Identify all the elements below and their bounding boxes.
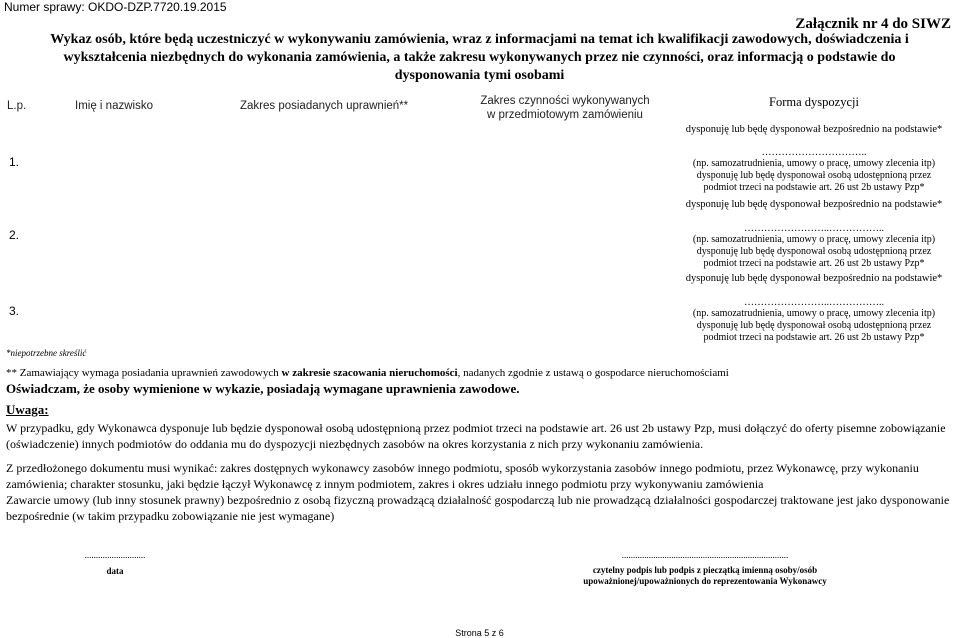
forma-column <box>678 95 950 110</box>
row2-np: (np. samozatrudnienia, umowy o pracę, umowy zlecenia itp) <box>692 234 936 245</box>
row2-direct: dysponuję lub będę dysponował bezpośrednio na podstawie* <box>685 199 943 210</box>
signature-sign-label-1: czytelny podpis lub podpis z pieczątką imienną osoby/osób <box>592 565 818 575</box>
col-scope-line-1: Zakres czynności wykonywanych <box>480 95 650 107</box>
col-forma: Forma dyspozycji <box>769 95 859 109</box>
signature-sign-dots: .......................................................................... <box>621 550 789 560</box>
col-lp: L.p. <box>7 100 27 112</box>
col-scope <box>470 94 660 122</box>
row1-forma <box>678 147 950 194</box>
row3-direct: dysponuję lub będę dysponował bezpośrednio na podstawie* <box>685 273 943 284</box>
footnote-rights-b: w zakresie szacowania nieruchomości <box>281 367 458 379</box>
row1-third-1: dysponuję lub będę dysponował osobą udostępnioną przez <box>696 170 932 181</box>
row3-dots: ……………………..…………….. <box>744 297 884 308</box>
col-scope-line-2: w przedmiotowym zamówieniu <box>487 109 643 121</box>
uwaga-heading: Uwaga: <box>6 402 49 417</box>
row1-direct: dysponuję lub będę dysponował bezpośrednio na podstawie* <box>685 124 943 135</box>
row3-forma <box>678 297 950 344</box>
title-line-2: wykształcenia niezbędnych do wykonania zamówienia, a także zakresu wykonywanych przez nie czynności, oraz informacją o podstawie do <box>63 50 896 65</box>
col-rights: Zakres posiadanych uprawnień** <box>240 100 409 112</box>
footnote-rights <box>6 367 729 379</box>
title-line-3: dysponowania tymi osobami <box>394 68 565 83</box>
row2-forma <box>678 223 950 270</box>
signature-date-label: data <box>106 566 124 576</box>
signature-date <box>60 550 170 577</box>
row3-third-2: podmiot trzeci na podstawie art. 26 ust 2b ustawy Pzp* <box>703 332 925 343</box>
footnote-strike: *niepotrzebne skreślić <box>6 348 87 358</box>
annex-label: Załącznik nr 4 do SIWZ <box>795 16 951 32</box>
signature-sign-label-2: upoważnionej/upoważnionych do reprezentowania Wykonawcy <box>583 576 827 586</box>
row1-number: 1. <box>9 155 20 169</box>
document-title <box>0 31 959 85</box>
footnote-rights-c: , nadanych zgodnie z ustawą o gospodarce nieruchomościami <box>457 367 729 379</box>
declaration: Oświadczam, że osoby wymienione w wykazie, posiadają wymagane uprawnienia zawodowe. <box>6 381 520 396</box>
row1-third-2: podmiot trzeci na podstawie art. 26 ust 2b ustawy Pzp* <box>703 182 925 193</box>
row3-np: (np. samozatrudnienia, umowy o pracę, umowy zlecenia itp) <box>692 308 936 319</box>
paragraph-1: W przypadku, gdy Wykonawca dysponuje lub będzie dysponował osobą udostępnioną przez podmiot trzeci na podstawie art. 26 ust 2b ustawy Pzp, musi dołączyć do oferty pisemne zobowiązanie (oświadczenie) innych podmiotów do oddania mu do dyspozycji niezbędnych zasobów na okres korzystania z nich przy wykonaniu zamówienia. <box>6 421 946 451</box>
case-number: Numer sprawy: OKDO-DZP.7720.19.2015 <box>4 0 227 14</box>
col-name: Imię i nazwisko <box>75 100 153 112</box>
row1-dots: ………………………….. <box>761 147 867 158</box>
paragraph-3: Zawarcie umowy (lub inny stosunek prawny) bezpośrednio z osobą fizyczną prowadzącą działalność gospodarczą lub nie prowadzącą działalności gospodarczej traktowane jest jako dysponowanie bezpośrednie (w takim przypadku zobowiązanie nie jest wymagane) <box>6 493 950 523</box>
row2-third-1: dysponuję lub będę dysponował osobą udostępnioną przez <box>696 246 932 257</box>
row3-number: 3. <box>9 304 20 318</box>
signature-sign <box>565 550 845 587</box>
row3-third-1: dysponuję lub będę dysponował osobą udostępnioną przez <box>696 320 932 331</box>
page-number: Strona 5 z 6 <box>455 628 504 638</box>
row2-number: 2. <box>9 228 20 242</box>
paragraph-2: Z przedłożonego dokumentu musi wynikać: zakres dostępnych wykonawcy zasobów innego podmiotu, sposób wykorzystania zasobów innego podmiotu, przez Wykonawcę, przy wykonaniu zamówienia; charakter stosunku, jaki będzie łączył Wykonawcę z innym podmiotem, zakres i okres udziału innego podmiotu przy wykonywaniu zamówienia <box>6 461 919 491</box>
footnote-rights-a: ** Zamawiający wymaga posiadania uprawnień zawodowych <box>6 367 282 379</box>
row1-np: (np. samozatrudnienia, umowy o pracę, umowy zlecenia itp) <box>692 158 936 169</box>
row2-third-2: podmiot trzeci na podstawie art. 26 ust 2b ustawy Pzp* <box>703 258 925 269</box>
title-line-1: Wykaz osób, które będą uczestniczyć w wykonywaniu zamówienia, wraz z informacjami na temat ich kwalifikacji zawodowych, doświadczenia i <box>50 32 909 47</box>
row2-dots: ……………………..…………….. <box>744 223 884 234</box>
signature-date-dots: ........................... <box>84 550 146 560</box>
